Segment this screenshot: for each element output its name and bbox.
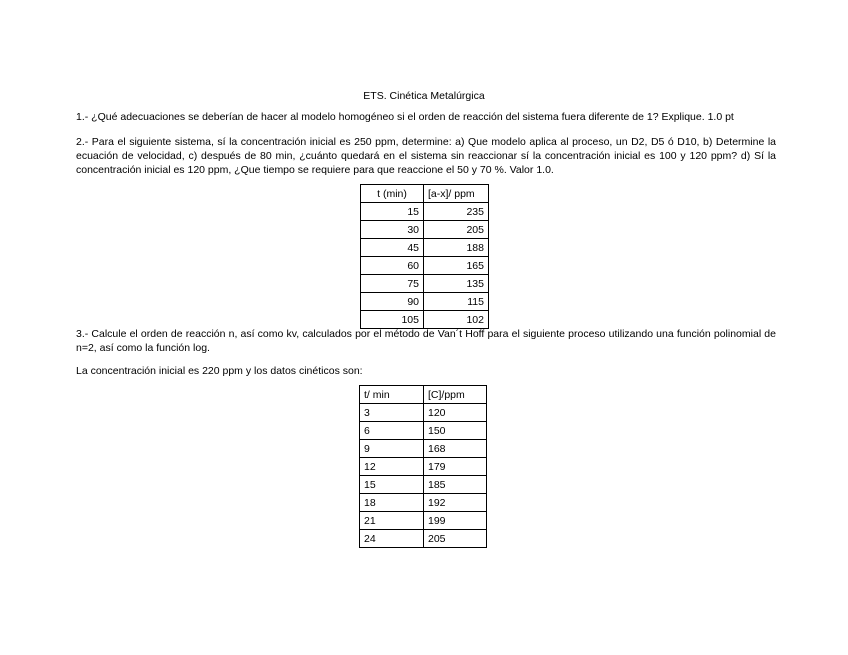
question-3-intro: La concentración inicial es 220 ppm y los datos cinéticos son: (76, 365, 363, 377)
table-cell: 150 (424, 422, 487, 440)
table-cell: 185 (424, 476, 487, 494)
table-row (361, 239, 489, 257)
table-cell: 179 (424, 458, 487, 476)
table-cell: 205 (424, 221, 489, 239)
table-cell: 18 (360, 494, 424, 512)
question-2: 2.- Para el siguiente sistema, sí la concentración inicial es 250 ppm, determine: a) Que modelo aplica al proceso, un D2, D5 ó D10, b) Determine la ecuación de velocidad, c) después de 80 min, ¿cuánto quedará en el sistema sin reaccionar sí la concentración inicial es 100 y 120 ppm? d) Sí la concentración inicial es 120 ppm, ¿Que tiempo se requiere para que reaccione el 50 y 70 %. Valor 1.0. (76, 136, 776, 176)
table-cell: 199 (424, 512, 487, 530)
table-row (361, 221, 489, 239)
table-row (360, 494, 487, 512)
table-header-cell: t (min) (361, 185, 424, 203)
table-cell: 205 (424, 530, 487, 548)
table-cell: 235 (424, 203, 489, 221)
document-title: ETS. Cinética Metalúrgica (363, 90, 485, 102)
table-cell: 9 (360, 440, 424, 458)
table-cell: 105 (361, 311, 424, 329)
table-cell: 6 (360, 422, 424, 440)
table-cell: 102 (424, 311, 489, 329)
table-cell: 45 (361, 239, 424, 257)
table-cell: 75 (361, 275, 424, 293)
data-table-1 (360, 184, 489, 329)
table-header-cell: [a-x]/ ppm (424, 185, 489, 203)
table-row (361, 293, 489, 311)
table-row (361, 275, 489, 293)
table-header-cell: [C]/ppm (424, 386, 487, 404)
table-cell: 90 (361, 293, 424, 311)
question-1: 1.- ¿Qué adecuaciones se deberían de hacer al modelo homogéneo si el orden de reacción del sistema fuera diferente de 1? Explique. 1.0 pt (76, 111, 734, 123)
table-cell: 30 (361, 221, 424, 239)
table-row (360, 404, 487, 422)
table-row (360, 530, 487, 548)
table-row (360, 512, 487, 530)
table-row (361, 311, 489, 329)
table-cell: 192 (424, 494, 487, 512)
table-header-cell: t/ min (360, 386, 424, 404)
table-row (361, 203, 489, 221)
table-cell: 135 (424, 275, 489, 293)
table-row (360, 422, 487, 440)
table-cell: 15 (360, 476, 424, 494)
table-header-row (361, 185, 489, 203)
table-cell: 15 (361, 203, 424, 221)
table-cell: 3 (360, 404, 424, 422)
table-cell: 168 (424, 440, 487, 458)
table-row (360, 458, 487, 476)
table-header-row (360, 386, 487, 404)
table-row (361, 257, 489, 275)
table-cell: 165 (424, 257, 489, 275)
table-row (360, 476, 487, 494)
data-table-2 (359, 385, 487, 548)
table-cell: 12 (360, 458, 424, 476)
table-cell: 188 (424, 239, 489, 257)
table-cell: 120 (424, 404, 487, 422)
table-cell: 24 (360, 530, 424, 548)
table-cell: 21 (360, 512, 424, 530)
table-cell: 115 (424, 293, 489, 311)
table-row (360, 440, 487, 458)
question-3: 3.- Calcule el orden de reacción n, así como kv, calculados por el método de Van´t Hoff para el siguiente proceso utilizando una función polinomial de n=2, así como la función log. (76, 328, 776, 354)
table-cell: 60 (361, 257, 424, 275)
